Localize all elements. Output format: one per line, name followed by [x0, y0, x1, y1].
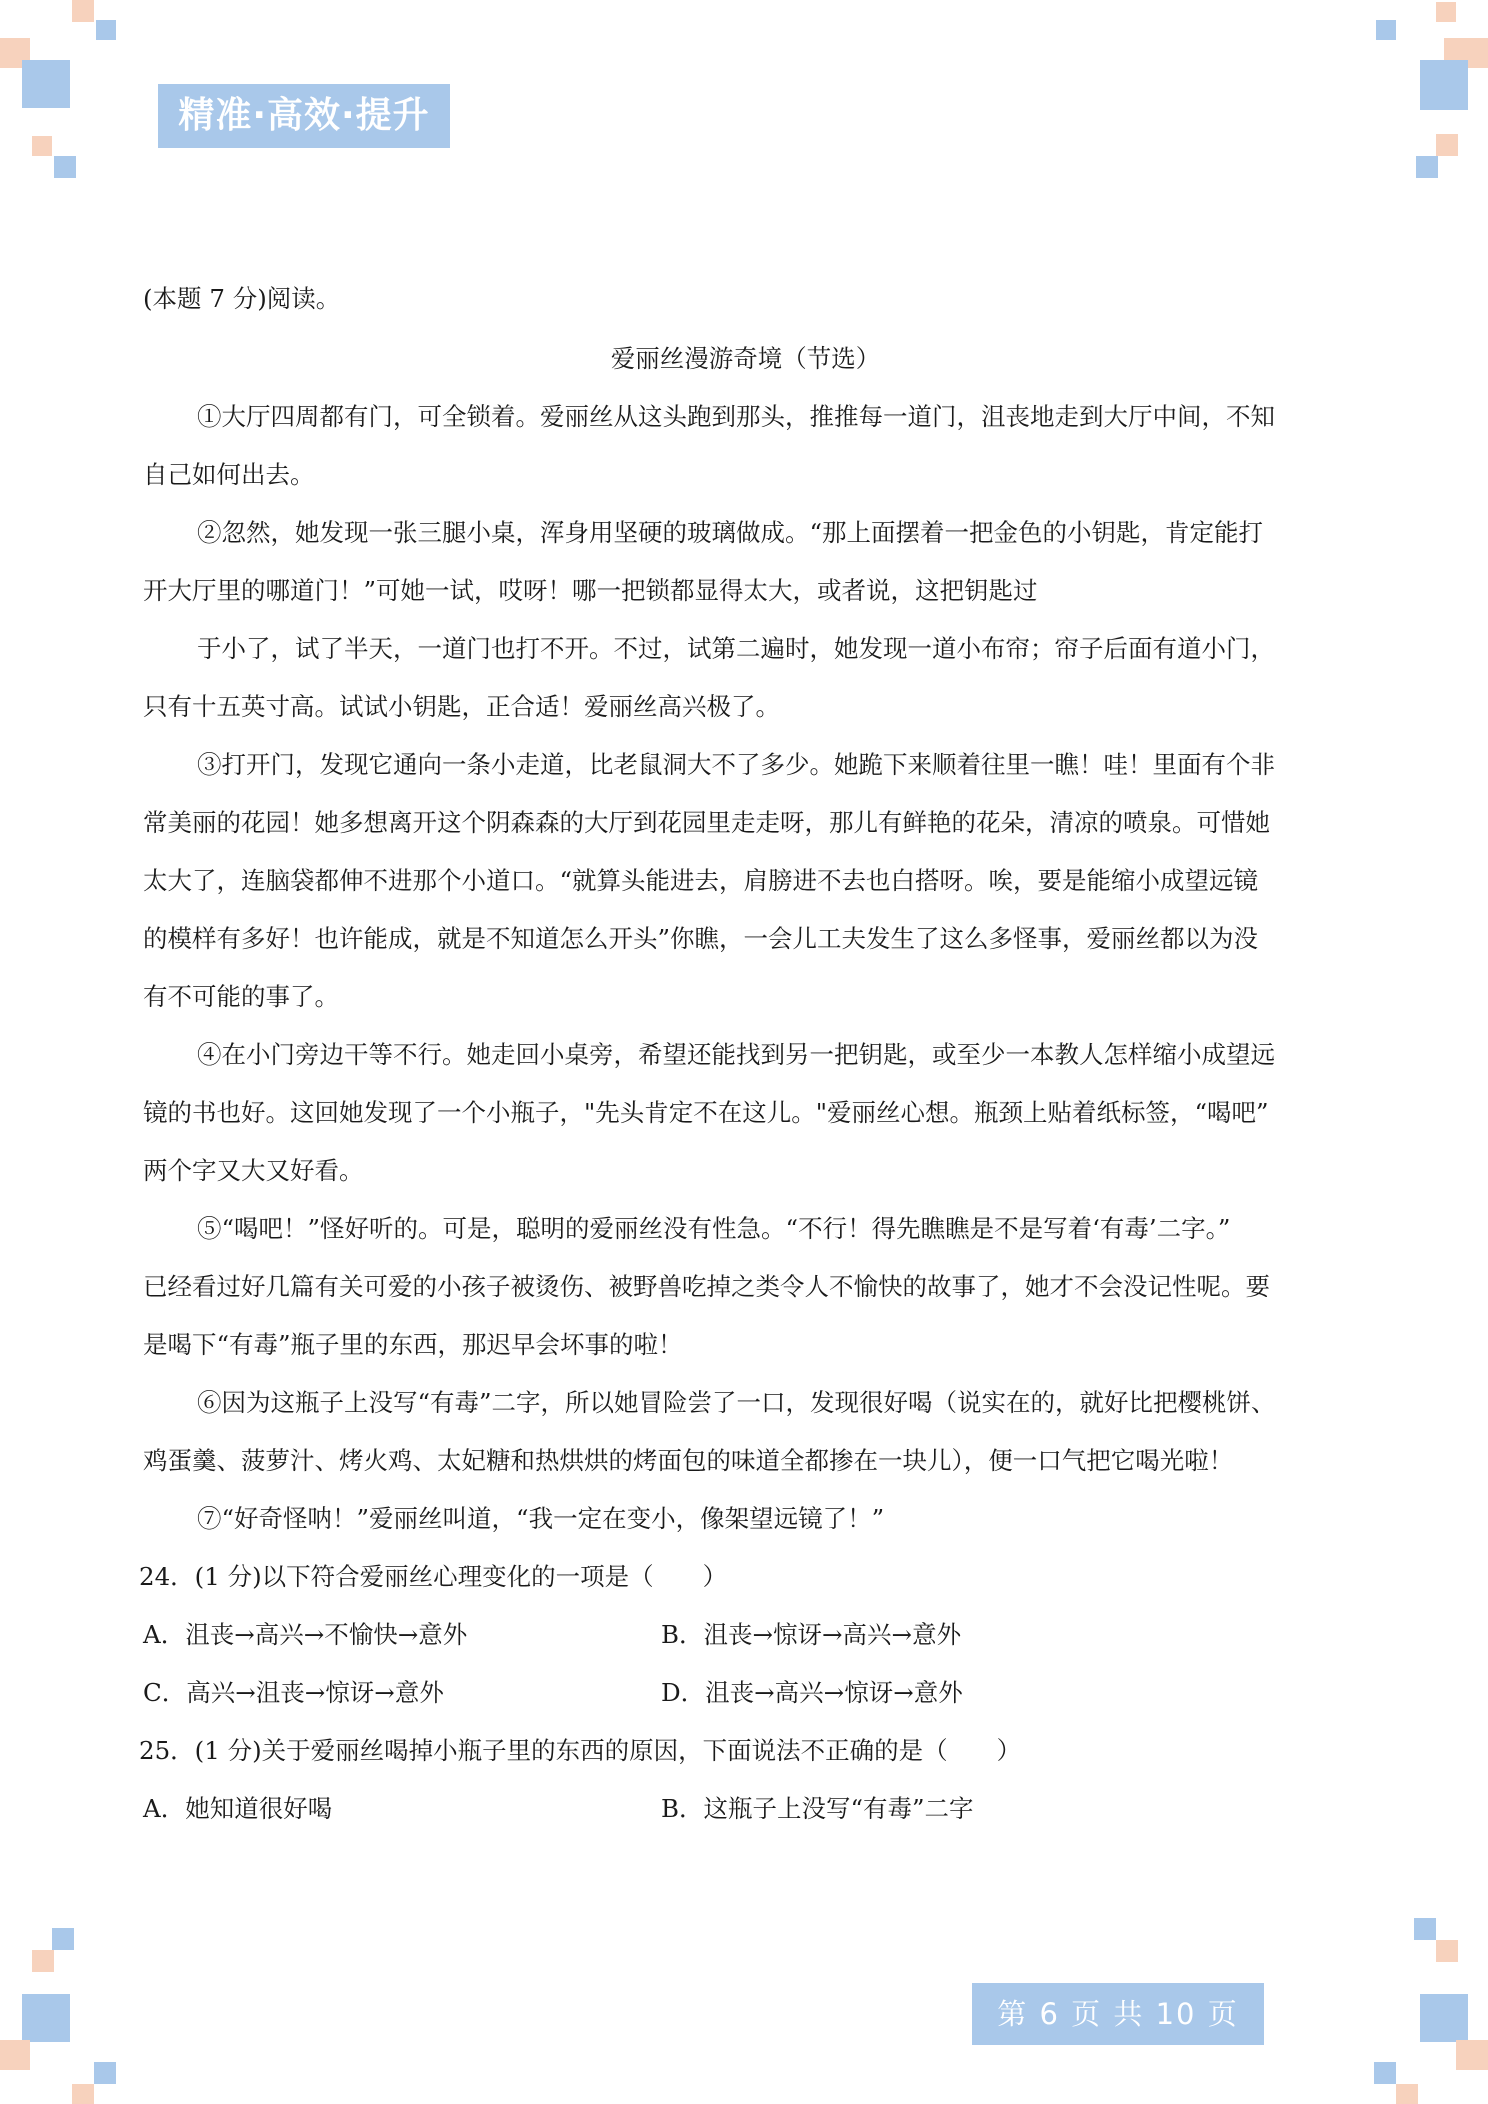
option-d[interactable]: D．沮丧→高兴→惊讶→意外	[661, 1678, 963, 1707]
passage-line: 只有十五英寸高。试试小钥匙，正合适！爱丽丝高兴极了。	[143, 692, 780, 721]
option-b[interactable]: B．沮丧→惊讶→高兴→意外	[661, 1620, 962, 1649]
passage-line: 于小了，试了半天，一道门也打不开。不过，试第二遍时，她发现一道小布帘；帘子后面有道小门，	[197, 634, 1275, 663]
page-number: 第 6 页 共 10 页	[972, 1983, 1264, 2045]
passage-line: ⑤“喝吧！”怪好听的。可是，聪明的爱丽丝没有性急。“不行！得先瞧瞧是不是写着‘有毒’二字。”	[197, 1214, 1231, 1243]
passage-line: 是喝下“有毒”瓶子里的东西，那迟早会坏事的啦！	[143, 1330, 683, 1359]
passage-line: 常美丽的花园！她多想离开这个阴森森的大厅到花园里走走呀，那儿有鲜艳的花朵，清凉的喷泉。可惜她	[143, 808, 1270, 837]
passage-line: 太大了，连脑袋都伸不进那个小道口。“就算头能进去，肩膀进不去也白搭呀。唉，要是能缩小成望远镜	[143, 866, 1259, 895]
option-a[interactable]: A．沮丧→高兴→不愉快→意外	[143, 1620, 468, 1649]
passage-line: 开大厅里的哪道门！”可她一试，哎呀！哪一把锁都显得太大，或者说，这把钥匙过	[143, 576, 1038, 605]
option-b[interactable]: B．这瓶子上没写“有毒”二字	[661, 1794, 974, 1823]
question-intro: (本题 7 分)阅读。	[143, 284, 341, 313]
passage-line: 有不可能的事了。	[143, 982, 339, 1011]
passage-title: 爱丽丝漫游奇境（节选）	[610, 344, 881, 373]
passage-line: 已经看过好几篇有关可爱的小孩子被烫伤、被野兽吃掉之类令人不愉快的故事了，她才不会没记性呢。要	[143, 1272, 1270, 1301]
passage-line: ①大厅四周都有门，可全锁着。爱丽丝从这头跑到那头，推推每一道门，沮丧地走到大厅中间，不知	[197, 402, 1275, 431]
passage-line: 的模样有多好！也许能成，就是不知道怎么开头”你瞧，一会儿工夫发生了这么多怪事，爱丽丝都以为没	[143, 924, 1259, 953]
passage-line: ②忽然，她发现一张三腿小桌，浑身用坚硬的玻璃做成。“那上面摆着一把金色的小钥匙，肯定能打	[197, 518, 1264, 547]
header-banner: 精准·高效·提升	[158, 84, 450, 148]
passage-line: ③打开门，发现它通向一条小走道，比老鼠洞大不了多少。她跪下来顺着往里一瞧！哇！里面有个非	[197, 750, 1275, 779]
question-stem: 24．(1 分)以下符合爱丽丝心理变化的一项是（ ）	[139, 1562, 728, 1591]
passage-line: 自己如何出去。	[143, 460, 315, 489]
passage-line: 鸡蛋羹、菠萝汁、烤火鸡、太妃糖和热烘烘的烤面包的味道全都掺在一块儿），便一口气把它喝光啦！	[143, 1446, 1234, 1475]
passage-line: ⑥因为这瓶子上没写“有毒”二字，所以她冒险尝了一口，发现很好喝（说实在的，就好比把樱桃饼、	[197, 1388, 1276, 1417]
passage-line: 两个字又大又好看。	[143, 1156, 364, 1185]
passage-line: ⑦“好奇怪呐！”爱丽丝叫道，“我一定在变小，像架望远镜了！”	[197, 1504, 885, 1533]
option-c[interactable]: C．高兴→沮丧→惊讶→意外	[143, 1678, 444, 1707]
passage-line: 镜的书也好。这回她发现了一个小瓶子，"先头肯定不在这儿。"爱丽丝心想。瓶颈上贴着纸标签，“喝吧”	[143, 1098, 1269, 1127]
question-stem: 25．(1 分)关于爱丽丝喝掉小瓶子里的东西的原因，下面说法不正确的是（ ）	[139, 1736, 1022, 1765]
option-a[interactable]: A．她知道很好喝	[143, 1794, 333, 1823]
passage-line: ④在小门旁边干等不行。她走回小桌旁，希望还能找到另一把钥匙，或至少一本教人怎样缩小成望远	[197, 1040, 1275, 1069]
